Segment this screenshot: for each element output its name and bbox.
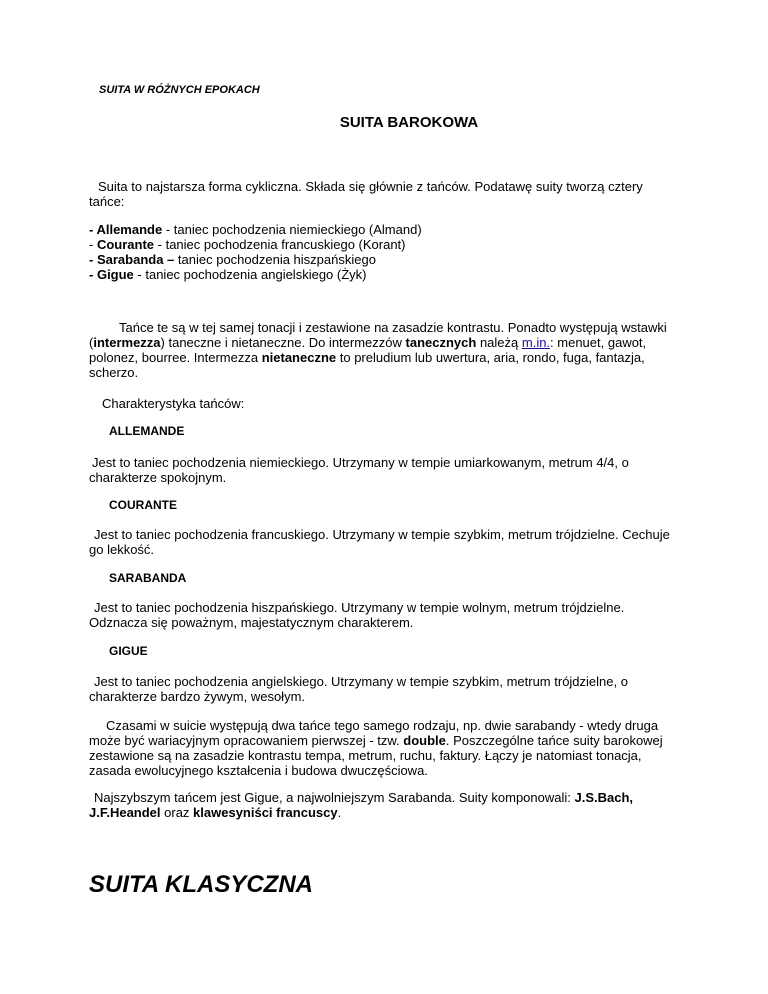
section-text-gigue: Jest to taniec pochodzenia angielskiego. Utrzymany w tempie szybkim, metrum trójdzielne, o charakterze bardzo żywym, wesołym. xyxy=(89,674,628,704)
section-title-courante: COURANTE xyxy=(109,498,177,512)
dance-list xyxy=(89,222,679,282)
dance-name: Sarabanda xyxy=(96,252,164,267)
epoch-title: SUITA W RÓŻNYCH EPOKACH xyxy=(99,84,260,96)
section-title-sarabanda: SARABANDA xyxy=(109,571,187,585)
intro-paragraph: Suita to najstarsza forma cykliczna. Składa się głównie z tańców. Podatawę suity tworzą cztery tańce: xyxy=(89,179,643,209)
list-item: - Sarabanda – taniec pochodzenia hiszpańskiego xyxy=(89,252,376,267)
section-text-allemande: Jest to taniec pochodzenia niemieckiego. Utrzymany w tempie umiarkowanym, metrum 4/4, o charakterze spokojnym. xyxy=(89,455,629,485)
dance-name: Courante xyxy=(96,237,155,252)
section-text-sarabanda: Jest to taniec pochodzenia hiszpańskiego. Utrzymany w tempie wolnym, metrum trójdzielne. Odznacza się poważnym, majestatycznym charakterem. xyxy=(89,600,625,630)
classic-suite-title: SUITA KLASYCZNA xyxy=(89,871,313,898)
section-title-allemande: ALLEMANDE xyxy=(109,424,185,438)
list-item: - Gigue - taniec pochodzenia angielskiego (Żyk) xyxy=(89,267,367,282)
section-text-courante: Jest to taniec pochodzenia francuskiego. Utrzymany w tempie szybkim, metrum trójdzielne. Cechuje go lekkość. xyxy=(89,527,670,557)
list-item: - Allemande - taniec pochodzenia niemieckiego (Almand) xyxy=(89,222,422,237)
section-title-gigue: GIGUE xyxy=(109,644,148,658)
dance-name: Allemande xyxy=(96,222,163,237)
composers-paragraph: Najszybszym tańcem jest Gigue, a najwolniejszym Sarabanda. Suity komponowali: J.S.Bach, J.F.Heandel oraz klawesyniści francuscy. xyxy=(89,790,634,820)
dance-name: Gigue xyxy=(96,267,134,282)
intermezzo-paragraph: Tańce te są w tej samej tonacji i zestawione na zasadzie kontrastu. Ponadto występują wstawki (intermezza) taneczne i nietaneczne. Do intermezzów tanecznych należą m.in.: menuet, gawot, polonez, bourree. Intermezza nietaneczne to preludium lub uwertura, aria, rondo, fuga, fantazja, scherzo. xyxy=(89,320,667,380)
min-link[interactable]: m.in. xyxy=(521,335,551,350)
baroque-title: SUITA BAROKOWA xyxy=(339,114,479,131)
double-paragraph: Czasami w suicie występują dwa tańce tego samego rodzaju, np. dwie sarabandy - wtedy druga może być wariacyjnym opracowaniem pierwszej - tzw. double. Poszczególne tańce suity barokowej zestawione są na zasadzie kontrastu tempa, metrum, ruchu, faktury. Łączy je natomiast tonacja, zasada ewolucyjnego kształcenia i budowa dwuczęściowa. xyxy=(89,718,663,778)
characteristics-heading: Charakterystyka tańców: xyxy=(102,396,245,411)
list-item: - Courante - taniec pochodzenia francuskiego (Korant) xyxy=(89,237,406,252)
